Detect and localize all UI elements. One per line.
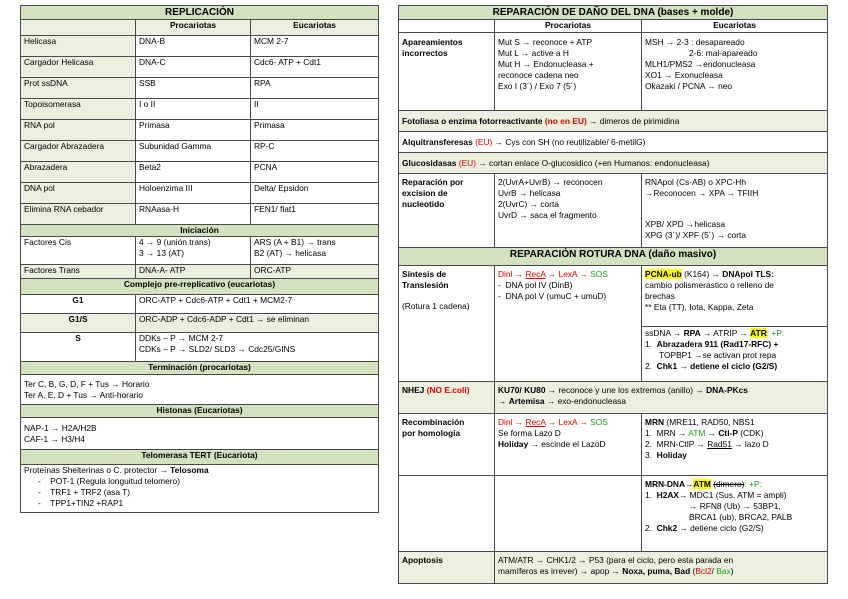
row-label [399,382,495,414]
text: DNA pol V (umuC + umuD) [505,290,607,301]
text: Abrazadera 911 (Rad17-RFC) + [656,338,779,349]
text: (CDK) [737,427,764,438]
row-label: S [21,333,136,362]
line: Okazaki / PCNA → neo [645,80,733,91]
line: reconoce cadena neo [498,69,579,80]
cell: ORC-ADP + Cdc6-ADP + Cdt1 → se eliminan [136,314,379,333]
list-item: 1. H2AX→ MDC1 (Sus. ATM = ampli) [645,489,787,500]
replication-table [20,5,379,513]
cell: RNAasa-H [136,204,251,225]
cell: MCM 2-7 [251,36,379,57]
text: Rad51 [707,438,732,449]
cell: ORC-ATP + Cdc6-ATP + Cdt1 + MCM2-7 [136,295,379,314]
text: Proteínas Shelterinas o C. protector → [24,465,171,475]
line: cambio polismerastico o relleno de [645,279,774,290]
line: CAF-1 → H3/H4 [24,433,85,444]
text: ( [690,565,696,576]
line: Ter A, E, D + Tus → Anti-horario [24,389,143,400]
text: → reconoce y une los extremos (anillo) → [545,385,707,395]
cell [399,132,828,153]
cell: Delta/ Epsidon [251,183,379,204]
line: nucleotido [402,198,445,209]
cell: RPA [251,78,379,99]
cell [642,33,828,111]
cell: Primasa [136,120,251,141]
cell [642,476,828,552]
text: Fotoliasa o enzima fotorreactivante [402,115,545,126]
cell: Cdc6- ATP + Cdt1 [251,57,379,78]
line [645,479,824,490]
row-label: Factores Cis [21,237,136,265]
text: → [705,427,719,438]
cell: Subunidad Gamma [136,141,251,162]
cell: DNA-B [136,36,251,57]
line: 2(UvrC) → corta [498,198,559,209]
line: 2(UvrA+UvrB) → reconocen [498,177,603,187]
section-header: Iniciación [21,225,379,237]
list-item: 1. Abrazadera 911 (Rad17-RFC) + [645,338,779,349]
text: DNA-PKcs [706,385,748,395]
text: (EU) [475,136,493,147]
line: ARS (A + B1) → trans [254,237,336,247]
line: →Reconocen → XPA → TFIIH [645,187,759,198]
cell [495,33,642,111]
cell [642,414,828,476]
cell: ORC-ATP [251,265,379,279]
section-header: Telomerasa TERT (Eucariota) [21,450,379,465]
line: UvrD → saca el fragmento [498,209,597,220]
text: Holiday [498,438,529,449]
line: ATM/ATR → CHK1/2 → P53 (para el ciclo, pero esta parada en [498,555,734,565]
row-label: Cargador Abrazadera [21,141,136,162]
line: Ter C, B, G, D, F + Tus → Horario [24,379,150,389]
line: por homología [402,427,461,438]
cell [136,333,379,362]
text: → cortan enlace O-glucosidico (+en Humanos: endonucleasa) [478,157,710,168]
text: Dinl [498,269,513,279]
col-header: Procariotas [136,20,251,36]
text: RecA [525,417,546,427]
list-item: - DNA pol IV (DinB) [498,279,573,290]
list-item: 2. Chk1 → detiene el ciclo (G2/S) [645,360,778,371]
line: MLH1/PMS2 →endonucleasa [645,58,756,69]
line: excision de [402,187,448,198]
line: 4 → 9 (unión trans) [139,237,211,247]
line: 3 → 13 (AT) [139,247,184,258]
line: Síntesis de [402,269,447,279]
text: (K164) → [681,269,723,279]
cell: FEN1/ flat1 [251,204,379,225]
cell: SSB [136,78,251,99]
text: (EU) [458,157,477,168]
line: ** Eta (TT), Iota, Kappa, Zeta [645,301,754,312]
text: : +P: [766,328,785,338]
text: KU70/ KU80 [498,385,546,395]
col-header: Procariotas [495,20,642,33]
text: MRN-DNA→ [645,479,694,489]
cell [21,375,379,405]
cell [495,476,642,552]
text: MRN-CtlP → [656,438,708,449]
line: Recombinación [402,417,465,427]
cell: PCNA [251,162,379,183]
text: mamíferos es irrever) → apop → [498,565,623,576]
line: (Rotura 1 cadena) [402,300,470,311]
line [24,465,375,476]
line: Mut H → Endonucleasa + [498,58,594,69]
text: Chk2 [656,522,678,533]
cell [642,174,828,248]
text: LexA [558,417,578,427]
line: RNApol (Cs-AB) o XPC-Hh [645,177,746,187]
text: Ctl-P [718,427,738,438]
line: TOPBP1 →se activan prot repa [659,349,777,360]
cell: II [251,99,379,120]
section-header: REPARACIÓN ROTURA DNA (daño masivo) [399,248,828,266]
text: Noxa, puma, Bad [622,565,691,576]
cell [251,237,379,265]
list-item: 2. MRN-CtlP → Rad51 → lazo D [645,438,769,449]
line: Se forma Lazo D [498,427,561,438]
cell [399,153,828,174]
line: MSH → 2-3 : desapareado [645,37,745,47]
cell [495,174,642,248]
text: DNA pol IV (DinB) [505,279,573,290]
line: Mut S → reconoce + ATP [498,37,593,47]
text: Glucosidasas [402,157,459,168]
row-label [399,266,495,382]
text: ) [730,565,734,576]
text: ATM [693,479,711,489]
row-label [399,414,495,476]
cell [136,237,251,265]
cell: DNA-C [136,57,251,78]
text: SOS [590,269,608,279]
tls-block [642,266,827,327]
text: Dinl [498,417,513,427]
line: XPB/ XPD →helicasa [645,218,726,229]
line [645,417,824,428]
line [498,396,824,407]
text: RPA [683,328,701,338]
line: NAP-1 → H2A/H2B [24,423,97,433]
text: Holiday [656,449,687,460]
line: Mut L → active a H [498,47,569,58]
line: Exo I (3´) / Exo 7 (5´) [498,80,577,91]
list-item: 2. Chk2 → detiene ciclo (G2/S) [645,522,764,533]
text: → detiene ciclo (G2/S) [677,522,764,533]
text: ssDNA → [645,328,684,338]
line [498,566,824,577]
row-label: Factores Trans [21,265,136,279]
line: Dinl → RecA → LexA → SOS [498,417,608,427]
list-item: - POT-1 (Regula longuitud telomero) [38,475,180,486]
text: (dimero) [713,479,745,489]
row-label: Abrazadera [21,162,136,183]
list-item: - TRF1 + TRF2 (asa T) [38,486,131,497]
cell [21,418,379,450]
text: POT-1 (Regula longuitud telomero) [50,475,180,486]
row-label: Topoisomerasa [21,99,136,120]
text: → dimeros de pirimidina [589,115,680,126]
cell: I o II [136,99,251,120]
text: PCNA-ub [645,269,682,279]
row-label: Helicasa [21,36,136,57]
line: → RFN8 (Ub) → 53BP1, [689,500,781,511]
cell [495,552,828,584]
text: Artemisa [508,395,545,406]
row-label [399,174,495,248]
text: (MRE11, RAD50, NBS1 [664,417,755,427]
line: incorrectos [402,47,448,58]
line: CDKs – P → SLD2/ SLD3 → Cdc25/GINS [139,343,296,354]
text: Alquitransferesas [402,136,476,147]
text: → escinde el LazoD [528,438,606,449]
row-label: Apoptosis [399,552,495,584]
dna-repair-table [398,5,828,584]
text: → lazo D [731,438,769,449]
row-label [399,33,495,111]
text: H2AX [656,489,679,500]
corner-cell [21,20,136,36]
text: → ATRIP → [700,328,751,338]
section-header: Terminación (procariotas) [21,362,379,375]
text: (no en EU) [544,115,587,126]
text: Bcl2 [695,565,712,576]
text: RecA [525,269,546,279]
cell: DNA-A- ATP [136,265,251,279]
row-label: Elimina RNA cebador [21,204,136,225]
text: Chk1 → detiene el ciclo (G2/S) [656,360,778,371]
cell [495,266,642,382]
row-label: Prot ssDNA [21,78,136,99]
text: Bax [716,565,731,576]
line: brechas [645,290,675,301]
table-title: REPLICACIÓN [21,6,379,20]
line: UvrB → helicasa [498,187,561,198]
line [498,385,824,396]
col-header: Eucariotas [251,20,379,36]
list-item: - DNA pol V (umuC + umuD) [498,290,607,301]
cell [495,414,642,476]
text: NHEJ [402,385,427,395]
text: ATR [750,328,767,338]
row-label: DNA pol [21,183,136,204]
text: → Cys con SH (no reutilizable/ 6-metilG) [494,136,646,147]
text: ATM [688,427,706,438]
line: Apareamientos [402,37,463,47]
text: LexA [558,269,578,279]
line [645,269,824,280]
text: MRN [645,417,665,427]
list-item: - TPP1+TIN2 +RAP1 [38,497,124,508]
line: BRCA1 (ub), BRCA2, PALB [689,511,793,522]
line: XO1 → Exonucleasa [645,69,723,80]
text: SOS [590,417,608,427]
row-label: G1/S [21,314,136,333]
line: Translesión [402,279,449,290]
line: Dinl → RecA → LexA → SOS [498,269,608,279]
row-label [399,476,495,552]
text: (NO E.coli) [426,385,470,395]
section-header: Histonas (Eucariotas) [21,405,379,418]
col-header: Eucariotas [642,20,828,33]
row-label: Cargador Helicasa [21,57,136,78]
text: → exo-endonucleasa [544,395,627,406]
text: MRN → [656,427,689,438]
corner-cell [399,20,495,33]
text: → MDC1 (Sus. ATM = ampli) [678,489,787,500]
table-title: REPARACIÓN DE DAÑO DEL DNA (bases + molde) [399,6,828,20]
section-header: Complejo pre-rreplicativo (eucariotas) [21,279,379,295]
line: Reparación por [402,177,464,187]
text: DNApol TLS: [722,269,774,279]
line: XPG (3´)/ XPF (5´) → corta [645,229,746,240]
line [645,328,824,339]
cell [399,111,828,132]
row-label: G1 [21,295,136,314]
text: : +P: [744,479,762,489]
cell: Primasa [251,120,379,141]
row-label: RNA pol [21,120,136,141]
cell: Holoenzima III [136,183,251,204]
list-item: 3. Holiday [645,449,687,460]
cell [21,465,379,513]
cell [642,266,828,382]
line: B2 (AT) → helicasa [254,247,326,258]
line: 2-6: mal-apareado [689,47,758,58]
line: DDKs – P → MCM 2-7 [139,333,224,343]
cell: Beta2 [136,162,251,183]
text: / [711,565,717,576]
list-item: 1. MRN → ATM → Ctl-P (CDK) [645,427,764,438]
text: TRF1 + TRF2 (asa T) [50,486,131,497]
text: Telosoma [170,465,209,475]
text: TPP1+TIN2 +RAP1 [50,497,124,508]
cell [495,382,828,414]
line [498,439,638,450]
text: → [498,395,509,406]
atr-block [642,327,827,373]
cell: RP-C [251,141,379,162]
